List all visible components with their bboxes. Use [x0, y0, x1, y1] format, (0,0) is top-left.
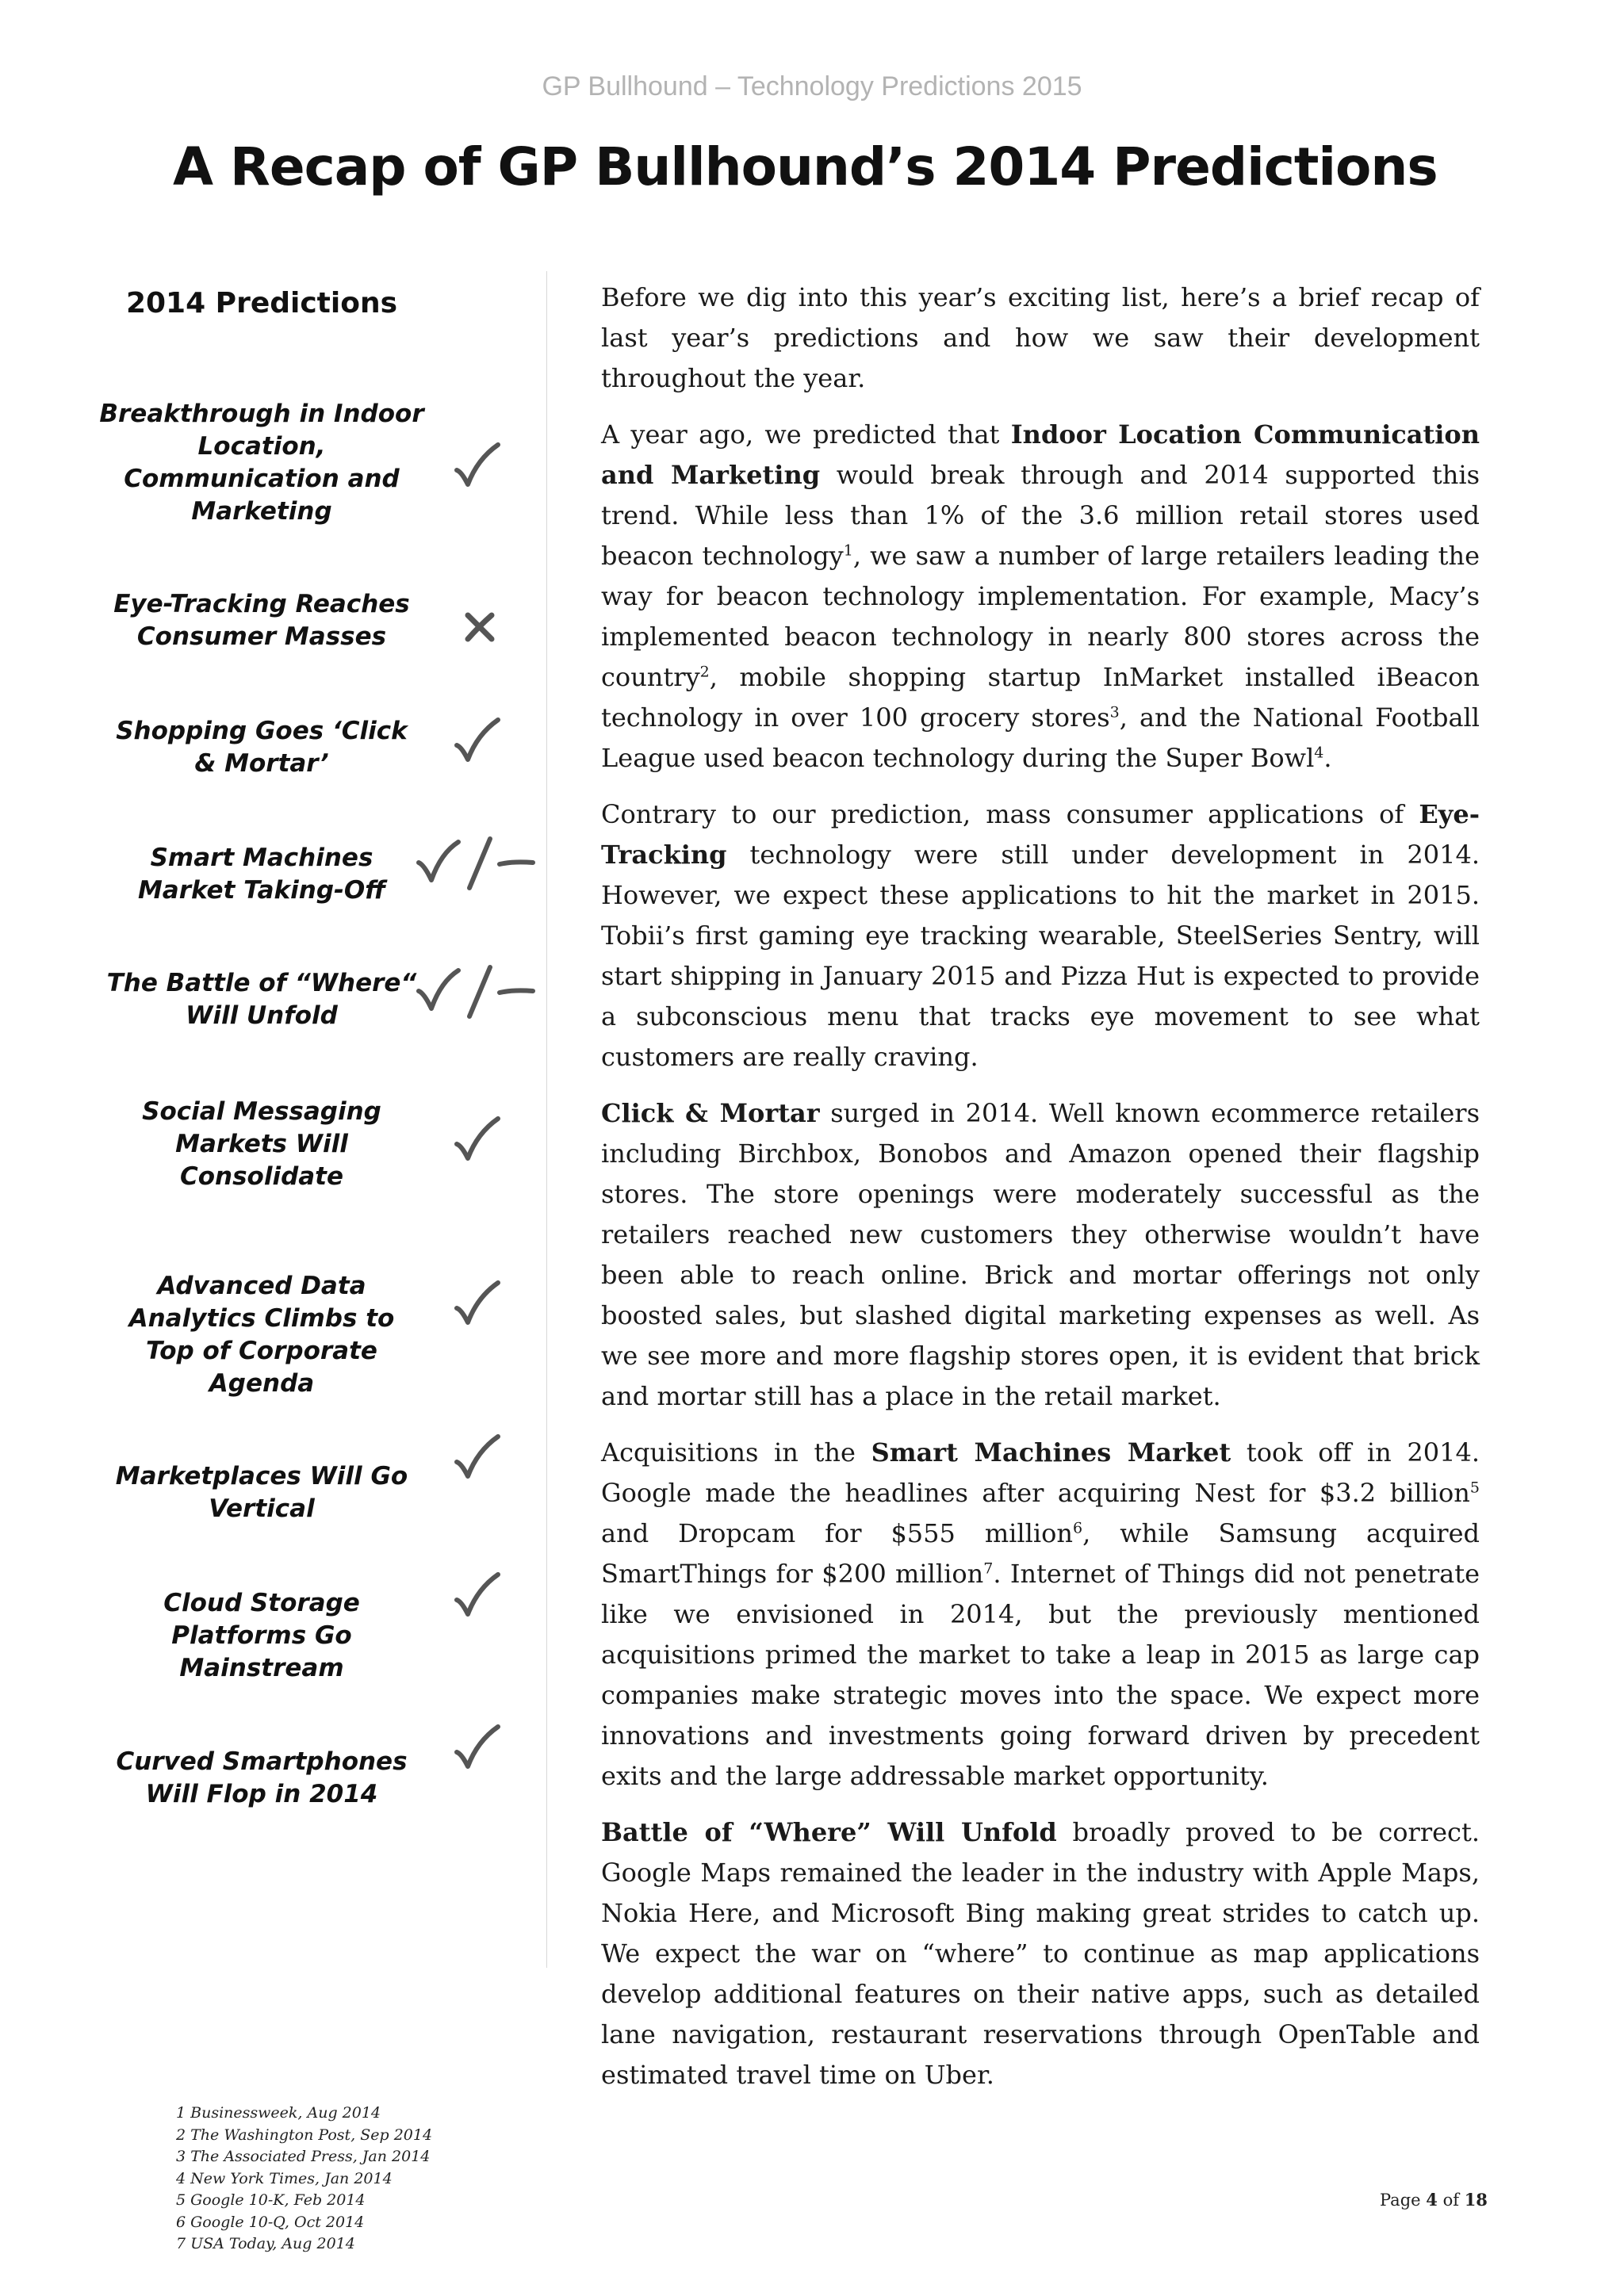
footnote: 4 New York Times, Jan 2014: [176, 2169, 393, 2187]
body-text: [601, 277, 1480, 2111]
prediction-marketplaces-vertical: Marketplaces Will Go Vertical: [115, 1462, 408, 1523]
prediction-curved-smartphones: Curved Smartphones Will Flop in 2014: [116, 1747, 408, 1808]
check-partial-icon: [414, 959, 541, 1023]
prediction-battle-of-where: The Battle of “Where“ Will Unfold: [106, 969, 417, 1030]
check-icon: [450, 1432, 506, 1487]
paragraph-intro: Before we dig into this year’s exciting list, here’s a brief recap of last year’s predictions and how we saw their development throughout the year.: [601, 282, 1480, 393]
running-header: GP Bullhound – Technology Predictions 2015: [542, 71, 1082, 101]
footnote: 2 The Washington Post, Sep 2014: [176, 2126, 433, 2144]
cross-icon: [460, 607, 500, 647]
page-title: A Recap of GP Bullhound’s 2014 Predictions: [173, 136, 1438, 197]
footnote: 1 Businessweek, Aug 2014: [176, 2104, 381, 2122]
prediction-indoor-location: Breakthrough in Indoor Location, Communication and Marketing: [99, 400, 424, 526]
check-icon: [450, 715, 506, 771]
paragraph-battle-of-where: Battle of “Where” Will Unfold broadly proved to be correct. Google Maps remained the leader in the industry with Apple Maps, Nokia Here, and Microsoft Bing making great strides to catch up. We expect the war on “where” to continue as map applications develop additional features on their native apps, such as detailed lane navigation, restaurant reservations through OpenTable and estimated travel time on Uber.: [601, 1817, 1480, 2090]
column-divider: [546, 271, 547, 1968]
check-icon: [450, 1114, 506, 1169]
prediction-eye-tracking: Eye-Tracking Reaches Consumer Masses: [113, 590, 410, 651]
check-partial-icon: [414, 831, 541, 894]
check-icon: [450, 1722, 506, 1777]
paragraph-click-and-mortar: Click & Mortar surged in 2014. Well known ecommerce retailers including Birchbox, Bonobos and Amazon opened their flagship stores. The store openings were moderately successful as the retailers reached new customers they otherwise wouldn’t have been able to reach online. Brick and mortar offerings not only boosted sales, but slashed digital marketing expenses as well. As we see more and more flagship stores open, it is evident that brick and mortar still has a place in the retail market.: [601, 1098, 1480, 1411]
prediction-social-messaging: Social Messaging Markets Will Consolidate: [142, 1097, 381, 1191]
paragraph-eye-tracking: Contrary to our prediction, mass consumer applications of Eye-Tracking technology were still under development in 2014. However, we expect these applications to hit the market in 2015. Tobii’s first gaming eye tracking wearable, SteelSeries Sentry, will start shipping in January 2015 and Pizza Hut is expected to provide a subconscious menu that tracks eye movement to see what customers are really craving.: [601, 799, 1480, 1072]
prediction-smart-machines: Smart Machines Market Taking-Off: [137, 844, 386, 905]
check-icon: [450, 1278, 506, 1334]
check-icon: [450, 1570, 506, 1625]
sidebar-title: 2014 Predictions: [125, 287, 398, 320]
footnote: 7 USA Today, Aug 2014: [176, 2235, 355, 2252]
check-icon: [450, 440, 506, 496]
footnote: 5 Google 10-K, Feb 2014: [176, 2191, 366, 2209]
footnote: 6 Google 10-Q, Oct 2014: [176, 2213, 365, 2231]
prediction-click-and-mortar: Shopping Goes ‘Click & Mortar’: [116, 717, 408, 778]
paragraph-smart-machines: Acquisitions in the Smart Machines Market took off in 2014. Google made the headlines after acquiring Nest for $3.2 billion$^5$ and Dropcam for $555 million$^6$, while Samsung acquired SmartThings for $200 million$^7$. Internet of Things did not penetrate like we envisioned in 2014, but the previously mentioned acquisitions primed the market to take a leap in 2015 as large cap companies make strategic moves into the space. We expect more innovations and investments going forward driven by precedent exits and the large addressable market opportunity.: [601, 1437, 1480, 1791]
page-number: Page 4 of 18: [1380, 2190, 1488, 2210]
footnote: 3 The Associated Press, Jan 2014: [176, 2148, 431, 2165]
prediction-cloud-storage: Cloud Storage Platforms Go Mainstream: [163, 1589, 360, 1682]
paragraph-indoor-location: A year ago, we predicted that Indoor Location Communication and Marketing would break through and 2014 supported this trend. While less than 1% of the 3.6 million retail stores used beacon technology$^1$, we saw a number of large retailers leading the way for beacon technology implementation. For example, Macy’s implemented beacon technology in nearly 800 stores across the country$^2$, mobile shopping startup InMarket installed iBeacon technology in over 100 grocery stores$^3$, and the National Football League used beacon technology during the Super Bowl$^4$.: [601, 419, 1480, 773]
prediction-advanced-data-analytics: Advanced Data Analytics Climbs to Top of Corporate Agenda: [128, 1272, 395, 1398]
footnotes: [176, 2103, 432, 2256]
